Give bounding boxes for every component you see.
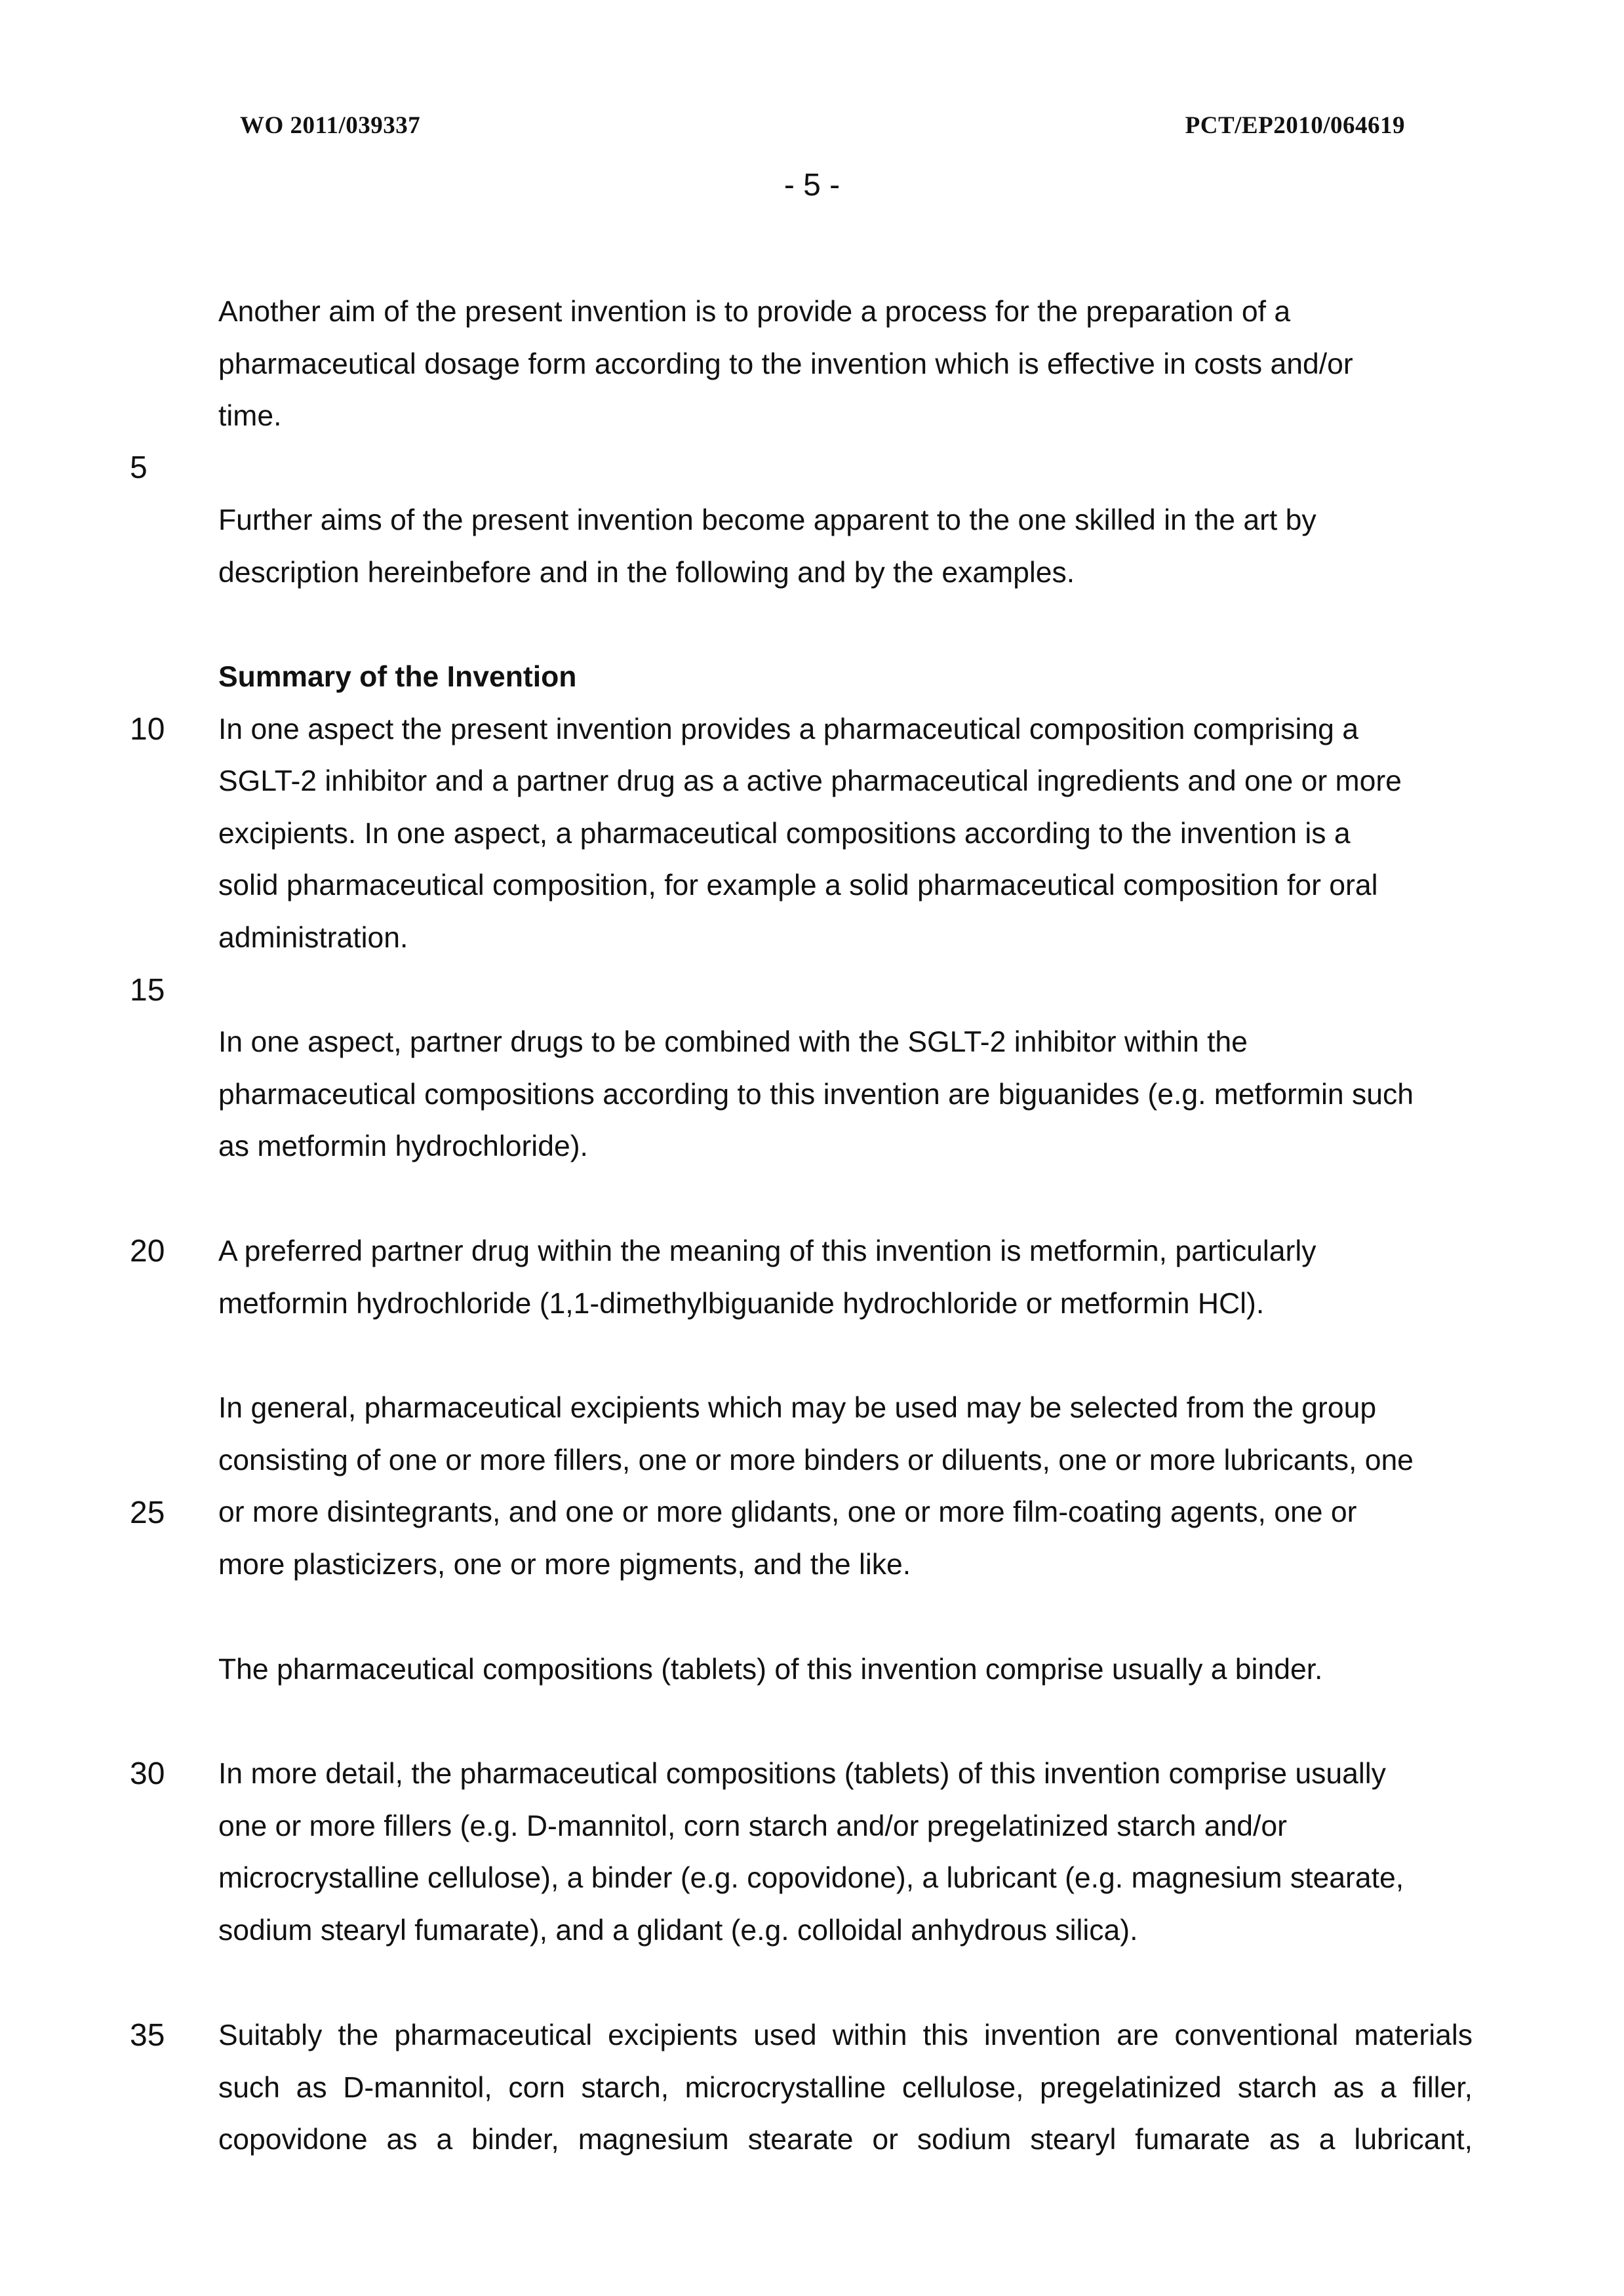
page-number: - 5 - [783, 168, 841, 203]
paragraph-aim-process [218, 286, 1473, 443]
paragraph-partner-drugs [218, 1016, 1473, 1173]
section-heading-summary: Summary of the Invention [218, 661, 577, 693]
text-line: SGLT-2 inhibitor and a partner drug as a active pharmaceutical ingredients and one or more [218, 765, 1402, 798]
text-line: description hereinbefore and in the following and by the examples. [218, 556, 1075, 589]
text-line: In one aspect the present invention provides a pharmaceutical composition comprising a [218, 713, 1358, 745]
line-number-20: 20 [130, 1234, 165, 1269]
text-line: metformin hydrochloride (1,1-dimethylbiguanide hydrochloride or metformin HCl). [218, 1287, 1265, 1320]
text-line: The pharmaceutical compositions (tablets) of this invention comprise usually a binder. [218, 1653, 1323, 1686]
text-line: administration. [218, 921, 408, 954]
text-line: In general, pharmaceutical excipients which may be used may be selected from the group [218, 1392, 1377, 1424]
text-line: Suitably the pharmaceutical excipients used within this invention are conventional materials [218, 2019, 1473, 2051]
text-line: pharmaceutical dosage form according to the invention which is effective in costs and/or [218, 347, 1353, 380]
text-line: solid pharmaceutical composition, for example a solid pharmaceutical composition for oral [218, 869, 1378, 902]
paragraph-excipients-general [218, 1382, 1473, 1591]
line-number-35: 35 [130, 2018, 165, 2053]
line-number-15: 15 [130, 973, 165, 1008]
text-line: such as D-mannitol, corn starch, microcrystalline cellulose, pregelatinized starch as a filler, [218, 2071, 1473, 2104]
line-number-30: 30 [130, 1756, 165, 1791]
text-line: more plasticizers, one or more pigments, and the like. [218, 1548, 911, 1581]
text-line: or more disintegrants, and one or more glidants, one or more film-coating agents, one or [218, 1496, 1357, 1529]
publication-number: WO 2011/039337 [240, 112, 421, 139]
text-line: copovidone as a binder, magnesium stearate or sodium stearyl fumarate as a lubricant, [218, 2124, 1473, 2156]
text-line: time. [218, 400, 282, 433]
line-number-25: 25 [130, 1495, 165, 1530]
paragraph-binder [218, 1644, 1473, 1696]
text-line: one or more fillers (e.g. D-mannitol, corn starch and/or pregelatinized starch and/or [218, 1810, 1287, 1842]
paragraph-further-aims [218, 494, 1473, 599]
text-line: In one aspect, partner drugs to be combined with the SGLT-2 inhibitor within the [218, 1026, 1248, 1058]
text-line: pharmaceutical compositions according to this invention are biguanides (e.g. metformin such [218, 1078, 1414, 1111]
text-line: sodium stearyl fumarate), and a glidant (e.g. colloidal anhydrous silica). [218, 1914, 1138, 1947]
text-line: Another aim of the present invention is to provide a process for the preparation of a [218, 296, 1291, 328]
paragraph-suitably [218, 2009, 1473, 2166]
text-line: excipients. In one aspect, a pharmaceutical compositions according to the invention is a [218, 817, 1351, 850]
paragraph-summary [218, 651, 1473, 964]
text-line: A preferred partner drug within the meaning of this invention is metformin, particularly [218, 1235, 1317, 1267]
paragraph-preferred-partner [218, 1225, 1473, 1330]
application-number: PCT/EP2010/064619 [1185, 112, 1405, 139]
text-line: In more detail, the pharmaceutical compositions (tablets) of this invention comprise usually [218, 1758, 1386, 1790]
paragraph-more-detail [218, 1748, 1473, 1956]
text-line: Further aims of the present invention become apparent to the one skilled in the art by [218, 504, 1317, 536]
line-number-10: 10 [130, 712, 165, 747]
text-line: consisting of one or more fillers, one or more binders or diluents, one or more lubricants, one [218, 1444, 1414, 1476]
text-line: microcrystalline cellulose), a binder (e.g. copovidone), a lubricant (e.g. magnesium stearate, [218, 1862, 1404, 1895]
line-number-5: 5 [130, 450, 148, 485]
text-line: as metformin hydrochloride). [218, 1130, 588, 1163]
